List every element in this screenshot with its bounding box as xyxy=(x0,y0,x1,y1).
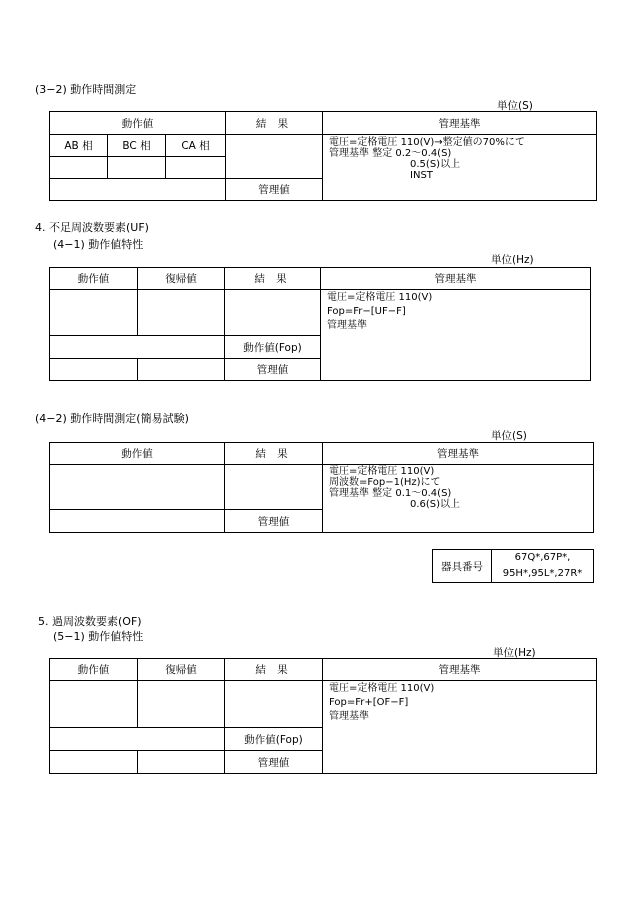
col-criteria: 管理基準 xyxy=(323,112,597,135)
section-4-2-unit: 単位(S) xyxy=(491,430,527,442)
criteria-line: 電圧=定格電圧 110(V) xyxy=(329,683,435,694)
criteria-cell xyxy=(323,465,594,533)
empty-cell xyxy=(138,751,225,774)
section-4-1-heading: (4−1) 動作値特性 xyxy=(53,238,144,251)
section-3-2-heading: (3−2) 動作時間測定 xyxy=(35,83,137,96)
sub-ab-phase: AB 相 xyxy=(50,135,108,157)
col-criteria: 管理基準 xyxy=(321,268,591,290)
col-reset: 復帰値 xyxy=(138,659,225,681)
empty-cell xyxy=(50,179,226,201)
criteria-cell xyxy=(323,135,597,201)
sub-ca-phase: CA 相 xyxy=(166,135,226,157)
value-cell xyxy=(50,681,138,728)
op-value-fop: 動作値(Fop) xyxy=(225,728,323,751)
section-5-1-heading: (5−1) 動作値特性 xyxy=(53,630,144,643)
device-number-line: 95H*,95L*,27R* xyxy=(502,568,583,579)
empty-cell xyxy=(50,359,138,381)
criteria-line: 周波数=Fop−1(Hz)にて xyxy=(329,477,441,488)
col-result: 結 果 xyxy=(226,112,323,135)
managed-value: 管理値 xyxy=(226,179,323,201)
value-cell xyxy=(50,465,225,510)
value-cell xyxy=(108,157,166,179)
section-4-heading: 4. 不足周波数要素(UF) xyxy=(35,221,149,234)
section-5-heading: 5. 過周波数要素(OF) xyxy=(38,615,142,628)
op-value-fop: 動作値(Fop) xyxy=(225,336,321,359)
col-value: 動作値 xyxy=(50,112,226,135)
device-number-label: 器具番号 xyxy=(433,550,492,583)
table-4-1 xyxy=(49,267,591,381)
device-number-values xyxy=(492,550,594,583)
empty-cell xyxy=(50,728,225,751)
col-criteria: 管理基準 xyxy=(323,659,597,681)
criteria-line: INST xyxy=(410,170,433,181)
sub-bc-phase: BC 相 xyxy=(108,135,166,157)
criteria-line: Fop=Fr+[OF−F] xyxy=(329,697,409,708)
criteria-line: Fop=Fr−[UF−F] xyxy=(327,306,406,317)
criteria-line: 管理基準 xyxy=(329,711,369,722)
managed-value: 管理値 xyxy=(225,510,323,533)
criteria-line: 電圧=定格電圧 110(V) xyxy=(329,466,435,477)
criteria-line: 管理基準 整定 0.1〜0.4(S) xyxy=(329,488,452,499)
col-result: 結 果 xyxy=(225,443,323,465)
section-3-2-unit: 単位(S) xyxy=(497,100,533,112)
reset-cell xyxy=(138,290,225,336)
device-number-line: 67Q*,67P*, xyxy=(514,552,571,563)
col-value: 動作値 xyxy=(50,268,138,290)
criteria-line: 0.5(S)以上 xyxy=(410,159,461,170)
criteria-line: 0.6(S)以上 xyxy=(410,499,461,510)
col-reset: 復帰値 xyxy=(138,268,225,290)
section-5-1-unit: 単位(Hz) xyxy=(493,647,536,659)
value-cell xyxy=(50,157,108,179)
table-4-2 xyxy=(49,442,594,533)
col-result: 結 果 xyxy=(225,268,321,290)
empty-cell xyxy=(50,751,138,774)
section-4-1-unit: 単位(Hz) xyxy=(491,254,534,266)
value-cell xyxy=(50,290,138,336)
criteria-cell xyxy=(321,290,591,381)
criteria-line: 電圧=定格電圧 110(V) xyxy=(327,292,433,303)
col-result: 結 果 xyxy=(225,659,323,681)
table-3-2 xyxy=(49,111,597,201)
device-number-box xyxy=(432,549,594,583)
empty-cell xyxy=(138,359,225,381)
result-cell xyxy=(225,290,321,336)
criteria-line: 電圧=定格電圧 110(V)→整定値の70%にて xyxy=(329,137,525,148)
criteria-cell xyxy=(323,681,597,774)
table-5-1 xyxy=(49,658,597,774)
criteria-line: 管理基準 xyxy=(327,320,367,331)
result-cell xyxy=(226,135,323,179)
col-criteria: 管理基準 xyxy=(323,443,594,465)
empty-cell xyxy=(50,336,225,359)
managed-value: 管理値 xyxy=(225,751,323,774)
value-cell xyxy=(166,157,226,179)
result-cell xyxy=(225,681,323,728)
reset-cell xyxy=(138,681,225,728)
result-cell xyxy=(225,465,323,510)
criteria-line: 管理基準 整定 0.2〜0.4(S) xyxy=(329,148,452,159)
col-value: 動作値 xyxy=(50,443,225,465)
managed-value: 管理値 xyxy=(225,359,321,381)
section-4-2-heading: (4−2) 動作時間測定(簡易試験) xyxy=(35,412,189,425)
empty-cell xyxy=(50,510,225,533)
col-value: 動作値 xyxy=(50,659,138,681)
